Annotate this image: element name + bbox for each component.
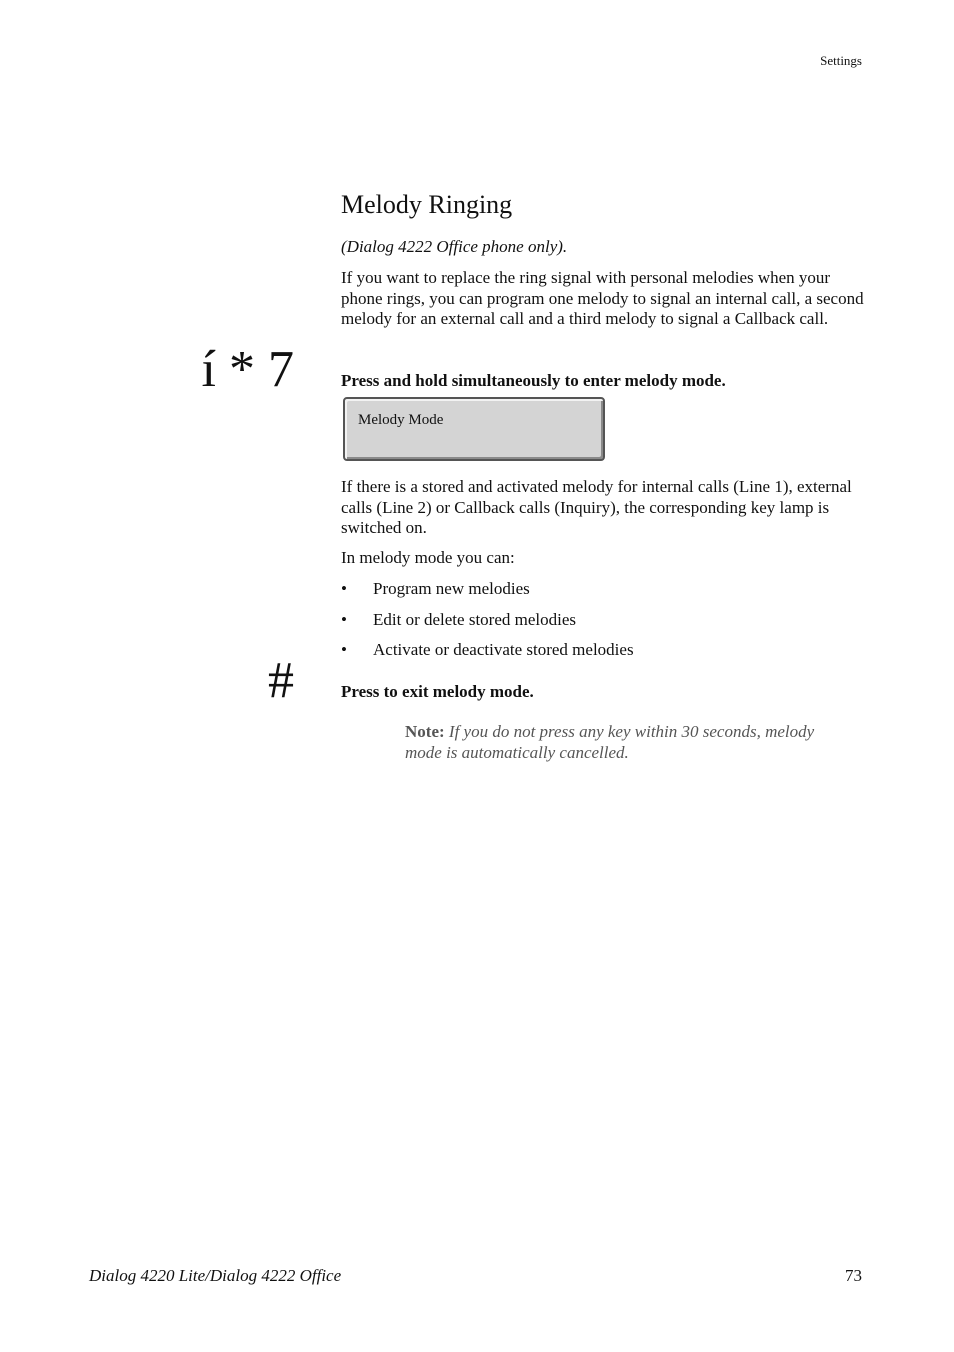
- mode-intro-paragraph: In melody mode you can:: [341, 548, 515, 567]
- bullet-mark: •: [341, 609, 347, 629]
- phone-display: [343, 397, 605, 461]
- bullet-mark: •: [341, 579, 347, 598]
- exit-key-symbol: #: [268, 652, 294, 709]
- footer-page-number: 73: [845, 1266, 862, 1285]
- note-label: Note:: [405, 722, 445, 741]
- list-item-text: Activate or deactivate stored melodies: [373, 640, 634, 659]
- list-item: [341, 610, 634, 641]
- melody-options-list: [341, 579, 634, 671]
- enter-keys-symbol: í * 7: [201, 341, 294, 398]
- header-section-label: Settings: [820, 53, 862, 68]
- list-item: [341, 640, 634, 671]
- display-text: Melody Mode: [358, 412, 444, 428]
- list-item-text: Program new melodies: [373, 579, 530, 598]
- exit-instruction: Press to exit melody mode.: [341, 682, 534, 701]
- stored-info-paragraph: If there is a stored and activated melody for internal calls (Line 1), external calls (Line 2) or Callback calls (Inquiry), the corresponding key lamp is switched on.: [341, 477, 852, 537]
- note-text: If you do not press any key within 30 seconds, melody mode is automatically cancelled.: [405, 722, 815, 762]
- subtitle: (Dialog 4222 Office phone only).: [341, 237, 568, 256]
- page-title: Melody Ringing: [341, 190, 513, 219]
- enter-instruction: Press and hold simultaneously to enter melody mode.: [341, 371, 726, 390]
- note: [405, 722, 855, 763]
- bullet-mark: •: [341, 640, 347, 659]
- footer-manual-title: Dialog 4220 Lite/Dialog 4222 Office: [89, 1266, 342, 1285]
- list-item-text: Edit or delete stored melodies: [373, 609, 576, 629]
- list-item: [341, 579, 634, 610]
- intro-paragraph: If you want to replace the ring signal with personal melodies when your phone rings, you can program one melody to signal an internal call, a second melody for an external call and a third melody to signal a Callback call.: [341, 268, 864, 328]
